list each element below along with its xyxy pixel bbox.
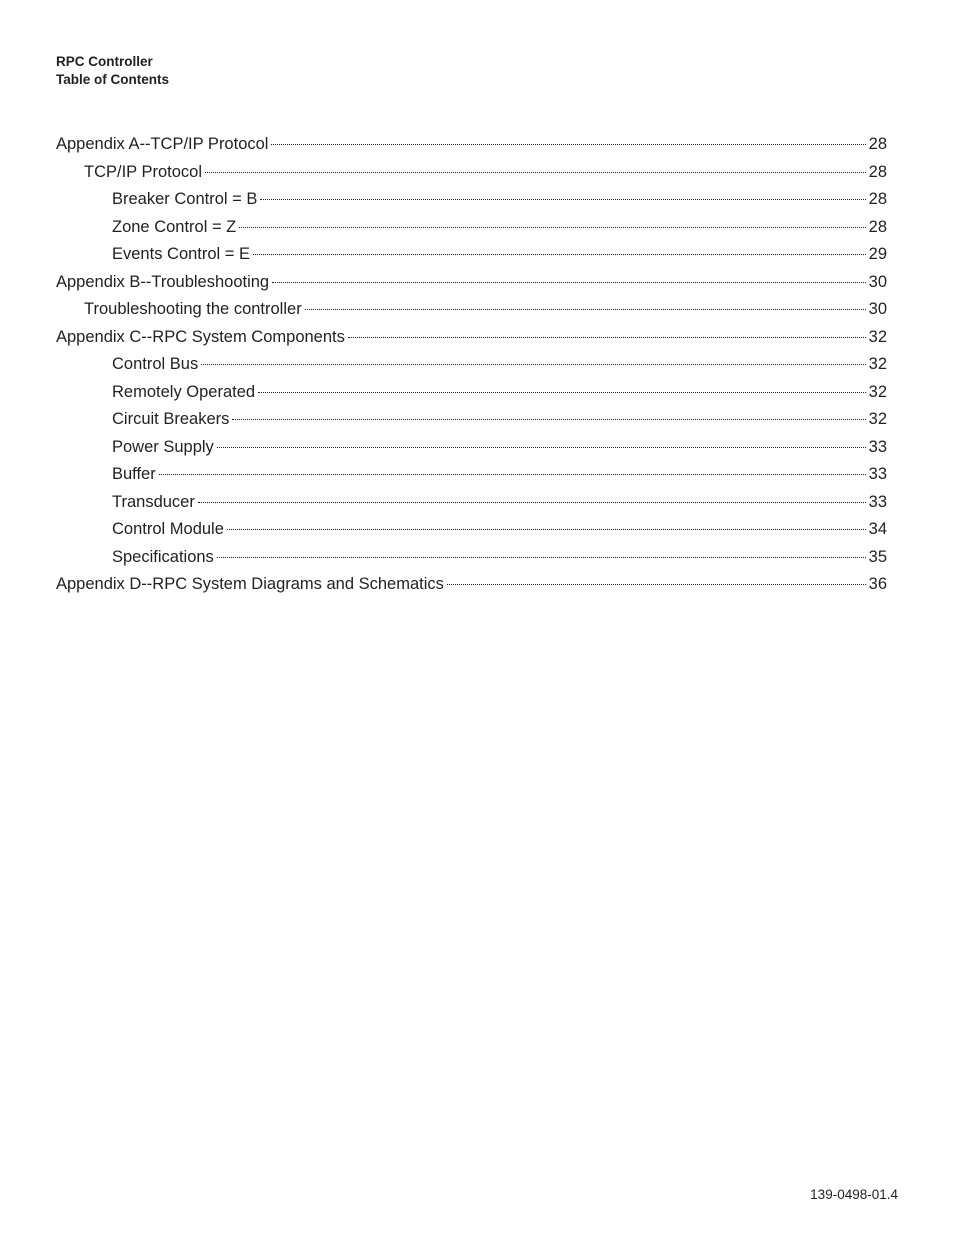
toc-entry[interactable] [56,296,887,324]
toc-entry[interactable] [56,406,887,434]
dot-leader [348,337,866,338]
toc-entry-title: Appendix A--TCP/IP Protocol [56,135,269,153]
toc-entry-title: Remotely Operated [112,382,256,401]
toc-entry-page-number: 32 [868,327,887,346]
toc-entry[interactable] [56,131,887,159]
toc-entry[interactable] [56,324,887,352]
toc-entry[interactable] [56,241,887,269]
dot-leader [258,392,866,393]
toc-entry-page-number: 28 [868,190,887,208]
toc-entry[interactable] [56,516,887,544]
toc-entry[interactable] [56,269,887,297]
toc-entry-page-number: 33 [868,492,887,511]
toc-entry[interactable] [56,434,887,462]
toc-entry-page-number: 34 [868,520,887,538]
toc-entry[interactable] [56,461,887,489]
toc-entry-title: Buffer [112,465,156,483]
dot-leader [217,447,866,448]
toc-entry-title: Control Module [112,520,224,538]
document-title: RPC Controller [56,54,153,69]
toc-entry-page-number: 28 [868,162,887,181]
toc-entry-page-number: 33 [868,437,887,456]
dot-leader [447,584,866,585]
dot-leader [239,227,865,228]
toc-entry[interactable] [56,489,887,517]
toc-entry-page-number: 33 [868,465,887,483]
toc-entry-title: Circuit Breakers [112,410,230,428]
toc-entry-title: Breaker Control = B [112,190,258,208]
toc-entry[interactable] [56,186,887,214]
toc-entry-title: Appendix B--Troubleshooting [56,272,270,291]
dot-leader [205,172,866,173]
toc-entry-title: Zone Control = Z [112,217,237,236]
toc-entry-page-number: 30 [868,272,887,291]
toc-entry-page-number: 32 [868,382,887,401]
section-title: Table of Contents [56,72,169,87]
toc-entry[interactable] [56,544,887,572]
toc-entry-title: Appendix C--RPC System Components [56,327,345,346]
toc-entry-title: Control Bus [112,355,199,373]
toc-entry-page-number: 32 [868,410,887,428]
document-number: 139-0498-01.4 [810,1187,898,1202]
dot-leader [271,144,865,145]
dot-leader [227,529,866,530]
dot-leader [253,254,866,255]
toc-entry-page-number: 36 [868,575,887,593]
toc-entry[interactable] [56,214,887,242]
toc-entry[interactable] [56,351,887,379]
page-header [56,53,169,89]
toc-entry-title: Transducer [112,492,195,511]
toc-entry-title: Events Control = E [112,245,251,263]
toc-entry-title: Power Supply [112,437,214,456]
toc-entry[interactable] [56,379,887,407]
toc-entry-title: Troubleshooting the controller [84,300,302,318]
toc-entry-page-number: 28 [868,135,887,153]
toc-entry-page-number: 30 [868,300,887,318]
dot-leader [159,474,866,475]
toc-entry-page-number: 29 [868,245,887,263]
toc-entry-page-number: 32 [868,355,887,373]
dot-leader [198,502,866,503]
dot-leader [272,282,866,283]
dot-leader [201,364,865,365]
toc-entry-page-number: 35 [868,547,887,566]
dot-leader [305,309,866,310]
dot-leader [232,419,865,420]
toc-entry-title: Appendix D--RPC System Diagrams and Schematics [56,575,444,593]
toc-entry-title: TCP/IP Protocol [84,162,202,181]
toc-entry-title: Specifications [112,547,214,566]
toc-entry-page-number: 28 [868,217,887,236]
toc-entry[interactable] [56,571,887,599]
dot-leader [260,199,865,200]
table-of-contents [56,131,887,599]
toc-entry[interactable] [56,159,887,187]
dot-leader [217,557,866,558]
